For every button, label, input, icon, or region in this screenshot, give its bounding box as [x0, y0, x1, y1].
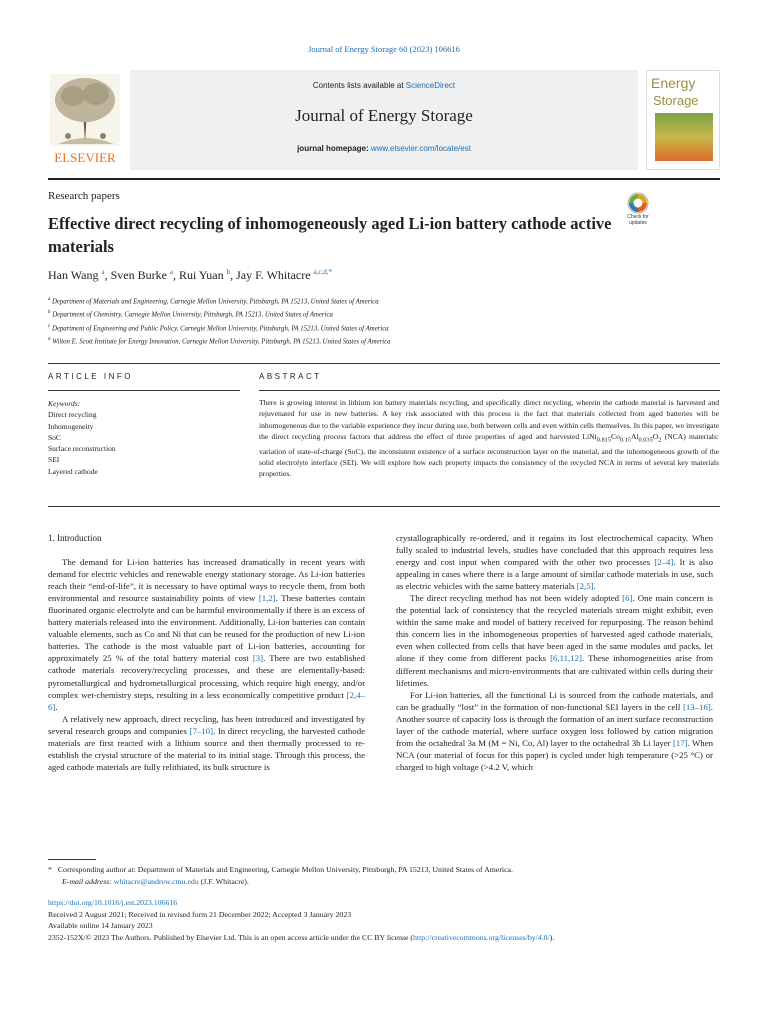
reference-link[interactable]: [7–10] [189, 725, 214, 736]
keyword-item: Layered cathode [48, 466, 98, 476]
corresponding-author-text: Corresponding author at: Department of Materials and Engineering, Carnegie Mellon University, Pittsburgh, PA 15213, United States of America. [57, 865, 513, 874]
author-name[interactable]: Han Wang [48, 268, 99, 282]
header-divider [48, 178, 720, 180]
paragraph-text: For Li-ion batteries, all the functional Li is sourced from the cathode materials, and can be gradually “lost” in the formation of non-functional SEI layers in the cell [396, 689, 713, 712]
affiliation-item [48, 321, 391, 334]
paragraph-text: . When NCA (our material of focus for this paper) is cycled under high temperature (>25 °C) or charged to high voltage (>4.2 V, which [396, 737, 714, 772]
keyword-item: Surface reconstruction [48, 444, 116, 454]
article-info-rule [48, 390, 240, 391]
elsevier-logo[interactable] [48, 70, 123, 170]
paragraph-text: A relatively new approach, direct recycling, has been introduced and investigated by several research groups and companies [48, 713, 365, 736]
author-affiliation-mark[interactable]: a [169, 268, 174, 276]
check-for-updates-badge[interactable] [620, 192, 656, 230]
publisher-name: ELSEVIER [54, 150, 116, 165]
affiliations [48, 294, 391, 347]
license-text: 2352-152X/© 2023 The Authors. Published by Elsevier Ltd. This is an open access article under the CC BY license ( [48, 932, 414, 942]
body-paragraph [48, 556, 365, 713]
paragraph-text: The direct recycling method has not been widely adopted [410, 593, 623, 604]
abstract-part: O [652, 431, 659, 441]
cover-title-storage: Storage [653, 93, 699, 108]
reference-link[interactable]: [17] [672, 737, 688, 748]
paragraph-text: The demand for Li-ion batteries has increased dramatically in recent years with demand for electric vehicles and renewable energy stationary storage. As Li-ion batteries reach their “end-of-life”, it is necessary to have optimal ways to recycle them, from both environmental and resource sustainability points of view [48, 557, 365, 604]
affiliation-text: Wilton E. Scott Institute for Energy Innovation, Carnegie Mellon University, Pittsburgh, PA 15213, United States of America [52, 338, 391, 346]
keyword-item: SoC [48, 432, 61, 442]
affiliation-item [48, 307, 391, 320]
author-name[interactable]: Jay F. Whitacre [236, 268, 311, 282]
paragraph-text: . In direct recycling, the harvested cathode materials are first reacted with a lithium source and then thermally processed to re-establish the crystal structure of the material to its initial stage. Through this process, the aged cathode materials are fully relithiated, its bulk structure is [48, 725, 365, 772]
abstract-text [259, 397, 719, 480]
contents-line [130, 81, 638, 90]
abstract-bottom-rule [48, 506, 720, 507]
author-list: Han Wang $^a$, Sven Burke $^a$, Rui Yuan $^b$, Jay F. Whitacre $^{a,c,d,*}$ [48, 268, 333, 282]
check-updates-line-2: updates [629, 220, 647, 226]
journal-cover-thumbnail[interactable] [646, 70, 720, 170]
abstract-part: (NCA) materials: variation of state-of-charge (SoC), the inconsistent existence of a surface reconstruction layer on the material, and the inhomogeneous growth of the solid electrolyte interface (SEI). We will explore how each property impacts the consistency of the recycled NCA in terms of several key materials properties. [259, 431, 719, 479]
homepage-label: journal homepage: [297, 144, 371, 153]
body-paragraph [396, 689, 713, 773]
body-paragraph [396, 592, 713, 688]
online-date: Available online 14 January 2023 [48, 921, 153, 931]
email-line [62, 876, 720, 888]
affiliation-mark: b [48, 310, 51, 316]
elsevier-tree-icon [48, 70, 123, 170]
keywords-block [48, 398, 116, 477]
article-info-heading: ARTICLE INFO [48, 372, 133, 381]
abstract-part: Co [611, 431, 620, 441]
abstract-heading: ABSTRACT [259, 372, 322, 381]
affiliation-mark: a [48, 297, 51, 302]
citation-link[interactable]: Journal of Energy Storage 60 (2023) 106616 [308, 44, 460, 54]
paragraph-text: . [55, 701, 58, 712]
body-column-left [48, 532, 365, 773]
reference-link[interactable]: [3] [252, 653, 264, 664]
reference-link[interactable]: [6] [622, 593, 633, 604]
paragraph-text: . These batteries contain fluorinated organic electrolyte and can be harmful environmentally if there is an excess of battery materials released into the environment. Additionally, Li-ion batteries can contain valuable elements, such as Co and Ni that can be reused for the production of new Li-ion batteries. The cathode is the most valuable part of Li-ion batteries, accounting for approximately 25 % of the total battery material cost [48, 593, 365, 664]
abstract-part: Al [630, 431, 639, 441]
keyword-item: Inhomogeneity [48, 421, 94, 431]
article-section: Research papers [48, 190, 120, 202]
reference-link[interactable]: [6,11,12] [550, 653, 582, 664]
check-updates-icon [627, 192, 649, 214]
journal-title: Journal of Energy Storage [295, 106, 473, 125]
reference-link[interactable]: [1,2] [258, 593, 276, 604]
author-name[interactable]: Rui Yuan [179, 268, 224, 282]
section-heading-introduction: 1. Introduction [48, 533, 102, 543]
formula-subscript: 2 [658, 436, 662, 444]
paragraph-text: crystallographically re-ordered, and it regains its lost electrochemical capacity. When fully scaled to industrial levels, studies have concluded that this approach requires less energy and cost input when compared with the other two processes [396, 533, 713, 568]
footnote-mark: * [48, 865, 52, 874]
formula-subscript: 0.15 [619, 436, 631, 444]
paragraph-text: . [593, 581, 596, 592]
info-top-rule [48, 363, 720, 364]
journal-citation[interactable] [0, 44, 768, 54]
received-dates: Received 2 August 2021; Received in revised form 21 December 2022; Accepted 3 January 2023 [48, 909, 352, 919]
author-affiliation-mark[interactable]: a [101, 268, 105, 276]
affiliation-mark: c [48, 323, 51, 329]
keywords-label: Keywords: [48, 399, 81, 408]
email-link[interactable]: whitacre@andrew.cmu.edu [113, 877, 199, 886]
reference-link[interactable]: [2,5] [576, 581, 594, 592]
body-column-right [396, 532, 713, 773]
journal-info-box [130, 70, 638, 170]
affiliation-text: Department of Engineering and Public Policy, Carnegie Mellon University, Pittsburgh, PA 15213, United States of America [51, 324, 389, 332]
cover-title-energy: Energy [651, 75, 696, 91]
formula-subscript: 0.035 [638, 436, 653, 444]
footnote-rule [48, 859, 96, 860]
article-title: Effective direct recycling of inhomogeneously aged Li-ion battery cathode active materials [48, 214, 612, 256]
author-affiliation-mark[interactable]: b [226, 268, 231, 276]
reference-link[interactable]: [2,4–6] [48, 689, 365, 712]
homepage-line [130, 144, 638, 153]
email-label: E-mail address: [62, 877, 114, 886]
keyword-item: SEI [48, 455, 60, 465]
paragraph-text: . These inhomogeneities arise from different mechanisms and micro-environments that are cultivated within cells during their lifetimes. [396, 653, 714, 688]
paragraph-text: . Another source of capacity loss is through the formation of an inert surface reconstruction layer of the cathode material, where surface oxygen loss followed by cation migration from the octahedral 3a M (M = Ni, Co, Al) layer to the octahedral 3b Li layer [396, 701, 713, 748]
affiliation-item [48, 334, 391, 347]
reference-link[interactable]: [2–4] [654, 557, 674, 568]
footnotes [48, 864, 720, 888]
license-link[interactable]: http://creativecommons.org/licenses/by/4.0/ [413, 932, 550, 942]
license-suffix: ). [549, 932, 555, 942]
paragraph-text: . It is also appealing in cases where there is a large amount of similar cathode materials in use, such as electric vehicles with the same battery materials [396, 557, 713, 592]
formula-subscript: 0.815 [596, 436, 611, 444]
homepage-link[interactable]: www.elsevier.com/locate/est [370, 144, 471, 153]
affiliation-item [48, 294, 391, 307]
article-metadata [48, 897, 728, 943]
check-updates-line-1: Check for [627, 214, 649, 220]
paragraph-text: . One main concern is the potential lack of consistency that the recycled materials stream might exhibit, even within the same make and model of battery received for repurposing. The reason behind this concern lies in the inhomogeneous properties of harvested aged cathode materials, even when collected from cells that have been aged in the same modules and packs, let alone if they come from different packs [396, 593, 713, 664]
email-suffix: (J.F. Whitacre). [198, 877, 249, 886]
affiliation-text: Department of Materials and Engineering, Carnegie Mellon University, Pittsburgh, PA 15213, United States of America [51, 298, 379, 306]
sciencedirect-link[interactable]: ScienceDirect [405, 81, 456, 90]
keyword-item: Direct recycling [48, 410, 97, 420]
cover-image [655, 113, 713, 161]
author-affiliation-mark[interactable]: a,c,d,* [313, 268, 333, 276]
contents-prefix: Contents lists available at [312, 81, 406, 90]
body-paragraph [396, 532, 713, 592]
affiliation-text: Department of Chemistry, Carnegie Mellon University, Pittsburgh, PA 15213, United States of America [52, 311, 333, 319]
corresponding-author-note [48, 864, 720, 876]
doi-link[interactable]: https://doi.org/10.1016/j.est.2023.106616 [48, 898, 178, 907]
journal-header [48, 70, 720, 170]
license-line [48, 932, 728, 944]
abstract-part: There is growing interest in lithium ion battery materials recycling, and specifically direct recycling, wherein the cathode material is harvested and rejuvenated for use in new batteries. A key risk associated with this process is the fact that materials collected from aged batteries will be inhomogeneous due to the variable experience they incur during use, both between cells and even within cells themselves. In this paper, we investigate the direct recycling process factors that address the effect of three properties of aged and harvested LiNi [259, 398, 719, 441]
author-name[interactable]: Sven Burke [110, 268, 167, 282]
affiliation-mark: d [48, 336, 51, 342]
body-paragraph [48, 713, 365, 773]
reference-link[interactable]: [13–16] [682, 701, 711, 712]
paragraph-text: . There are two established cathode materials recovery/recycling processes, and these are elementally-based: pyrometallurgical and hydrometallurgical processing, which require high energy, and/or complex wet-chemistry steps, resulting in a less economically competitive product [48, 653, 365, 700]
abstract-rule [259, 390, 720, 391]
